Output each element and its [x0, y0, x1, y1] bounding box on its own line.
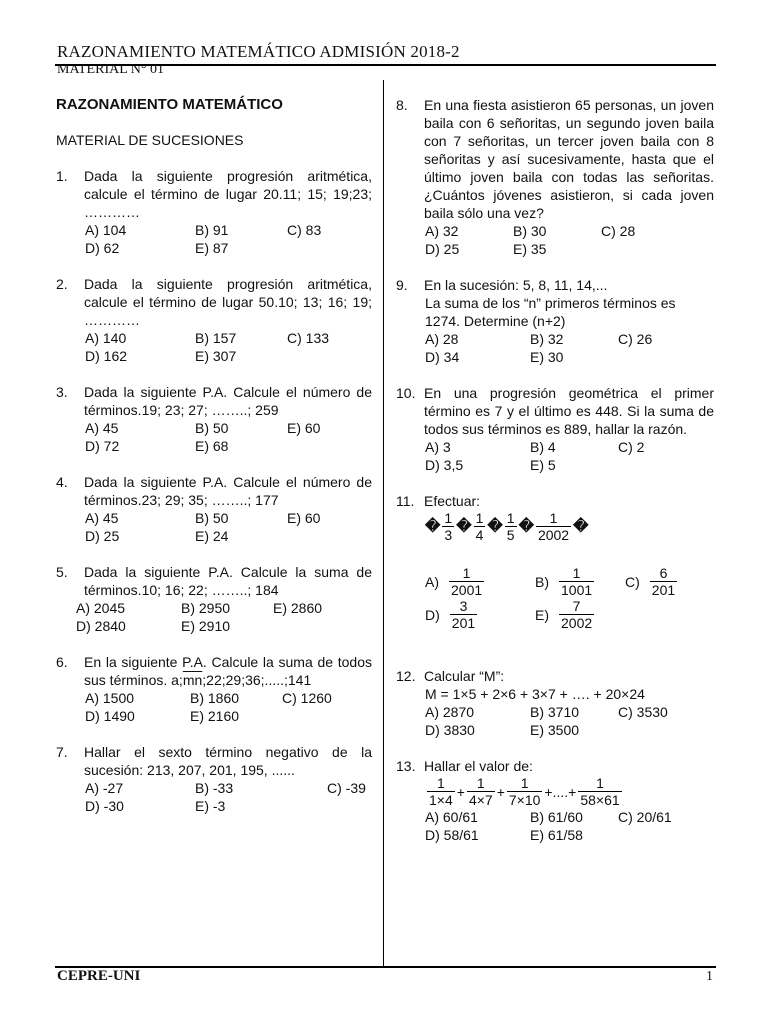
- answer-options: [56, 599, 372, 635]
- sum-fraction: [467, 775, 495, 808]
- expr-fraction: [505, 510, 517, 543]
- denominator: 2002: [561, 615, 593, 631]
- page-number: 1: [706, 969, 713, 984]
- numerator: 3: [459, 598, 468, 614]
- problem-number: 5.: [56, 564, 68, 580]
- problem-text: Dada la siguiente P.A. Calcule la suma de términos.10; 16; 22; ……..; 184: [84, 564, 372, 598]
- problem-11: [396, 492, 714, 631]
- problem-number: 13.: [396, 758, 416, 774]
- section-subtitle: MATERIAL DE SUCESIONES: [56, 132, 244, 148]
- numerator: 1: [436, 775, 445, 791]
- option-fraction: [559, 598, 594, 631]
- problem-text: Efectuar:: [424, 493, 481, 509]
- option-a: A) 1500: [85, 690, 135, 706]
- option-d: D) -30: [85, 798, 124, 814]
- numerator: 1: [475, 510, 484, 526]
- option-a: A) 28: [425, 331, 459, 347]
- option-c: [625, 565, 679, 598]
- numerator: 1: [549, 510, 558, 526]
- option-d: D) 1490: [85, 708, 135, 724]
- option-e: E) 307: [195, 348, 237, 364]
- option-b: B) 1860: [190, 690, 240, 706]
- problem-formula: M = 1×5 + 2×6 + 3×7 + …. + 20×24: [425, 686, 645, 702]
- document-header-subtitle: MATERIAL N° 01: [57, 62, 164, 73]
- option-e: E) 60: [287, 420, 321, 436]
- problem-9: [396, 276, 714, 366]
- option-d: D) 25: [425, 241, 460, 257]
- problem-text-part: En la siguiente P.A. Calcule la suma de todos sus términos. a;: [84, 654, 372, 688]
- option-b: B) 30: [513, 223, 547, 239]
- option-e: E) 60: [287, 510, 321, 526]
- numerator: 1: [476, 775, 485, 791]
- ellipsis: ....: [552, 783, 569, 800]
- problem-text-continued: La suma de los “n” primeros términos es 1274. Determine (n+2): [425, 295, 676, 329]
- option-e: E) 68: [195, 438, 229, 454]
- option-a: A) 32: [425, 223, 459, 239]
- answer-options: [396, 565, 714, 631]
- plus-sign: +: [568, 783, 577, 800]
- problem-number: 1.: [56, 168, 68, 184]
- option-d: D) 72: [85, 438, 120, 454]
- option-e: E) 87: [195, 240, 229, 256]
- denominator: 201: [651, 582, 676, 598]
- answer-options: [56, 329, 372, 365]
- option-b: B) 61/60: [530, 809, 583, 825]
- problem-text: En la sucesión: 5, 8, 11, 14,...: [424, 277, 608, 293]
- problem-text: Dada la siguiente progresión aritmética, calcule el término de lugar 20.11; 15; 19;23; …………: [84, 168, 372, 220]
- option-a: A) 45: [85, 420, 119, 436]
- problem-6: [56, 653, 372, 725]
- problem-text: Dada la siguiente progresión aritmética, calcule el término de lugar 50.10; 13; 16; 19; …………: [84, 276, 372, 328]
- option-d: D) 3,5: [425, 457, 464, 473]
- option-c: C) 133: [287, 330, 330, 346]
- option-c: C) 28: [601, 223, 636, 239]
- problem-2: [56, 275, 372, 365]
- sum-fraction: [578, 775, 621, 808]
- plus-sign: +: [456, 783, 465, 800]
- option-e: E) 24: [195, 528, 229, 544]
- footer-institution: CEPRE-UNI: [57, 968, 141, 984]
- option-label: E): [535, 606, 549, 623]
- option-b: B) 50: [195, 420, 229, 436]
- option-c: C) 83: [287, 222, 322, 238]
- option-a: A) 2870: [425, 704, 475, 720]
- document-header-title: RAZONAMIENTO MATEMÁTICO ADMISIÓN 2018-2: [57, 42, 460, 61]
- numerator: 1: [506, 510, 515, 526]
- option-a: A) 45: [85, 510, 119, 526]
- problem-text: En una progresión geométrica el primer término es 7 y el último es 448. Si la suma de todos sus términos es 889, hallar la razón.: [424, 385, 714, 437]
- problem-10: [396, 384, 714, 474]
- expr-fraction: [474, 510, 486, 543]
- answer-options: [396, 222, 714, 258]
- option-b: B) 4: [530, 439, 556, 455]
- answer-options: [396, 808, 714, 844]
- problem-8: [396, 96, 714, 258]
- option-a: A) 2045: [76, 600, 126, 616]
- numerator: 1: [520, 775, 529, 791]
- option-a: A) -27: [85, 780, 124, 796]
- option-a: [425, 565, 535, 598]
- denominator: 5: [506, 527, 515, 543]
- problem-text: Dada la siguiente P.A. Calcule el número de términos.19; 23; 27; ……..; 259: [84, 384, 372, 418]
- answer-options: [56, 509, 372, 545]
- option-d: D) 3830: [425, 722, 475, 738]
- numerator: 6: [659, 565, 668, 581]
- bracket-glyph: �: [425, 517, 441, 535]
- option-label: A): [425, 573, 439, 590]
- option-e: E) 3500: [530, 722, 580, 738]
- sum-expression: [396, 775, 714, 808]
- answer-options: [56, 419, 372, 455]
- option-label: C): [625, 573, 640, 590]
- option-e: E) 2860: [273, 600, 323, 616]
- denominator: 3: [444, 527, 453, 543]
- problem-number: 4.: [56, 474, 68, 490]
- option-d: D) 162: [85, 348, 128, 364]
- denominator: 201: [451, 615, 476, 631]
- option-e: E) 35: [513, 241, 547, 257]
- denominator: 2001: [451, 582, 483, 598]
- option-d: [425, 598, 535, 631]
- option-d: D) 34: [425, 349, 460, 365]
- problem-13: [396, 757, 714, 844]
- answer-options: [56, 221, 372, 257]
- option-c: C) -39: [327, 780, 366, 796]
- problem-number: 12.: [396, 668, 416, 684]
- problem-text: En una fiesta asistieron 65 personas, un joven baila con 6 señoritas, un segundo joven baila con 7 señoritas, un tercer joven baila con 8 señoritas y así sucesivamente, hasta que el último joven baila con todas las señoritas. ¿Cuántos jóvenes asistieron, si cada joven baila sólo una vez?: [424, 97, 714, 221]
- problem-text: Hallar el valor de:: [424, 758, 533, 774]
- problem-number: 6.: [56, 654, 68, 670]
- numerator: 7: [572, 598, 581, 614]
- denominator: 7×10: [508, 792, 541, 808]
- expr-fraction: [536, 510, 571, 543]
- problem-text: Hallar el sexto término negativo de la sucesión: 213, 207, 201, 195, ......: [84, 744, 372, 778]
- option-a: A) 140: [85, 330, 127, 346]
- option-b: B) 32: [530, 331, 564, 347]
- plus-sign: +: [496, 783, 505, 800]
- answer-options: [56, 779, 372, 815]
- problem-number: 3.: [56, 384, 68, 400]
- option-label: B): [535, 573, 549, 590]
- option-e: E) 5: [530, 457, 556, 473]
- option-e: [535, 598, 596, 631]
- option-a: A) 60/61: [425, 809, 478, 825]
- option-e: E) 2910: [181, 618, 231, 634]
- answer-options: [396, 703, 714, 739]
- option-fraction: [650, 565, 677, 598]
- problem-number: 7.: [56, 744, 68, 760]
- column-divider: [383, 80, 384, 968]
- option-c: C) 1260: [282, 690, 332, 706]
- numerator: 1: [444, 510, 453, 526]
- sum-fraction: [507, 775, 543, 808]
- option-b: B) 157: [195, 330, 237, 346]
- option-fraction: [450, 598, 477, 631]
- option-c: C) 26: [618, 331, 653, 347]
- section-title: RAZONAMIENTO MATEMÁTICO: [56, 96, 283, 113]
- option-d: D) 62: [85, 240, 120, 256]
- problem-5: [56, 563, 372, 635]
- option-e: E) 2160: [190, 708, 240, 724]
- option-b: B) 2950: [181, 600, 231, 616]
- denominator: 58×61: [580, 792, 620, 808]
- option-label: D): [425, 606, 440, 623]
- answer-options: [56, 689, 372, 725]
- problem-7: [56, 743, 372, 815]
- option-d: D) 25: [85, 528, 120, 544]
- option-e: E) 30: [530, 349, 564, 365]
- problem-text: [84, 653, 372, 689]
- problem-4: [56, 473, 372, 545]
- denominator: 4×7: [468, 792, 493, 808]
- problem-number: 8.: [396, 97, 408, 113]
- overlined-term: $\overline{mn}$: [182, 672, 203, 688]
- option-c: C) 2: [618, 439, 645, 455]
- header-rule: [55, 64, 716, 66]
- problem-1: [56, 167, 372, 257]
- expr-fraction: [442, 510, 454, 543]
- problem-3: [56, 383, 372, 455]
- option-d: D) 58/61: [425, 827, 479, 843]
- denominator: 4: [475, 527, 484, 543]
- option-b: B) 50: [195, 510, 229, 526]
- option-b: [535, 565, 625, 598]
- problem-number: 10.: [396, 385, 416, 401]
- option-c: C) 20/61: [618, 809, 672, 825]
- problem-number: 2.: [56, 276, 68, 292]
- right-column: [396, 96, 714, 862]
- bracket-glyph: �: [456, 517, 472, 535]
- option-fraction: [449, 565, 484, 598]
- problem-number: 9.: [396, 277, 408, 293]
- left-column: [56, 96, 372, 833]
- option-b: B) 91: [195, 222, 229, 238]
- footer-rule: [55, 966, 716, 968]
- denominator: 2002: [537, 527, 570, 543]
- problem-text: Dada la siguiente P.A. Calcule el número de términos.23; 29; 35; ……..; 177: [84, 474, 372, 508]
- bracket-glyph: �: [573, 517, 589, 535]
- denominator: 1001: [561, 582, 593, 598]
- option-a: A) 3: [425, 439, 451, 455]
- numerator: 1: [572, 565, 581, 581]
- sum-fraction: [427, 775, 455, 808]
- option-b: B) 3710: [530, 704, 580, 720]
- numerator: 1: [596, 775, 604, 791]
- answer-options: [396, 330, 714, 366]
- option-fraction: [559, 565, 594, 598]
- option-e: E) 61/58: [530, 827, 583, 843]
- plus-sign: +: [544, 783, 553, 800]
- problem-text: Calcular “M”:: [424, 668, 505, 684]
- option-d: D) 2840: [76, 618, 126, 634]
- option-b: B) -33: [195, 780, 234, 796]
- option-c: C) 3530: [618, 704, 668, 720]
- problem-text-part: ;22;29;36;.....;141: [202, 672, 312, 688]
- product-expression: [396, 510, 714, 543]
- bracket-glyph: �: [487, 517, 503, 535]
- numerator: 1: [462, 565, 471, 581]
- answer-options: [396, 438, 714, 474]
- option-e: E) -3: [195, 798, 226, 814]
- denominator: 1×4: [429, 792, 453, 808]
- option-a: A) 104: [85, 222, 127, 238]
- bracket-glyph: �: [518, 517, 534, 535]
- problem-number: 11.: [396, 493, 415, 509]
- problem-12: [396, 667, 714, 739]
